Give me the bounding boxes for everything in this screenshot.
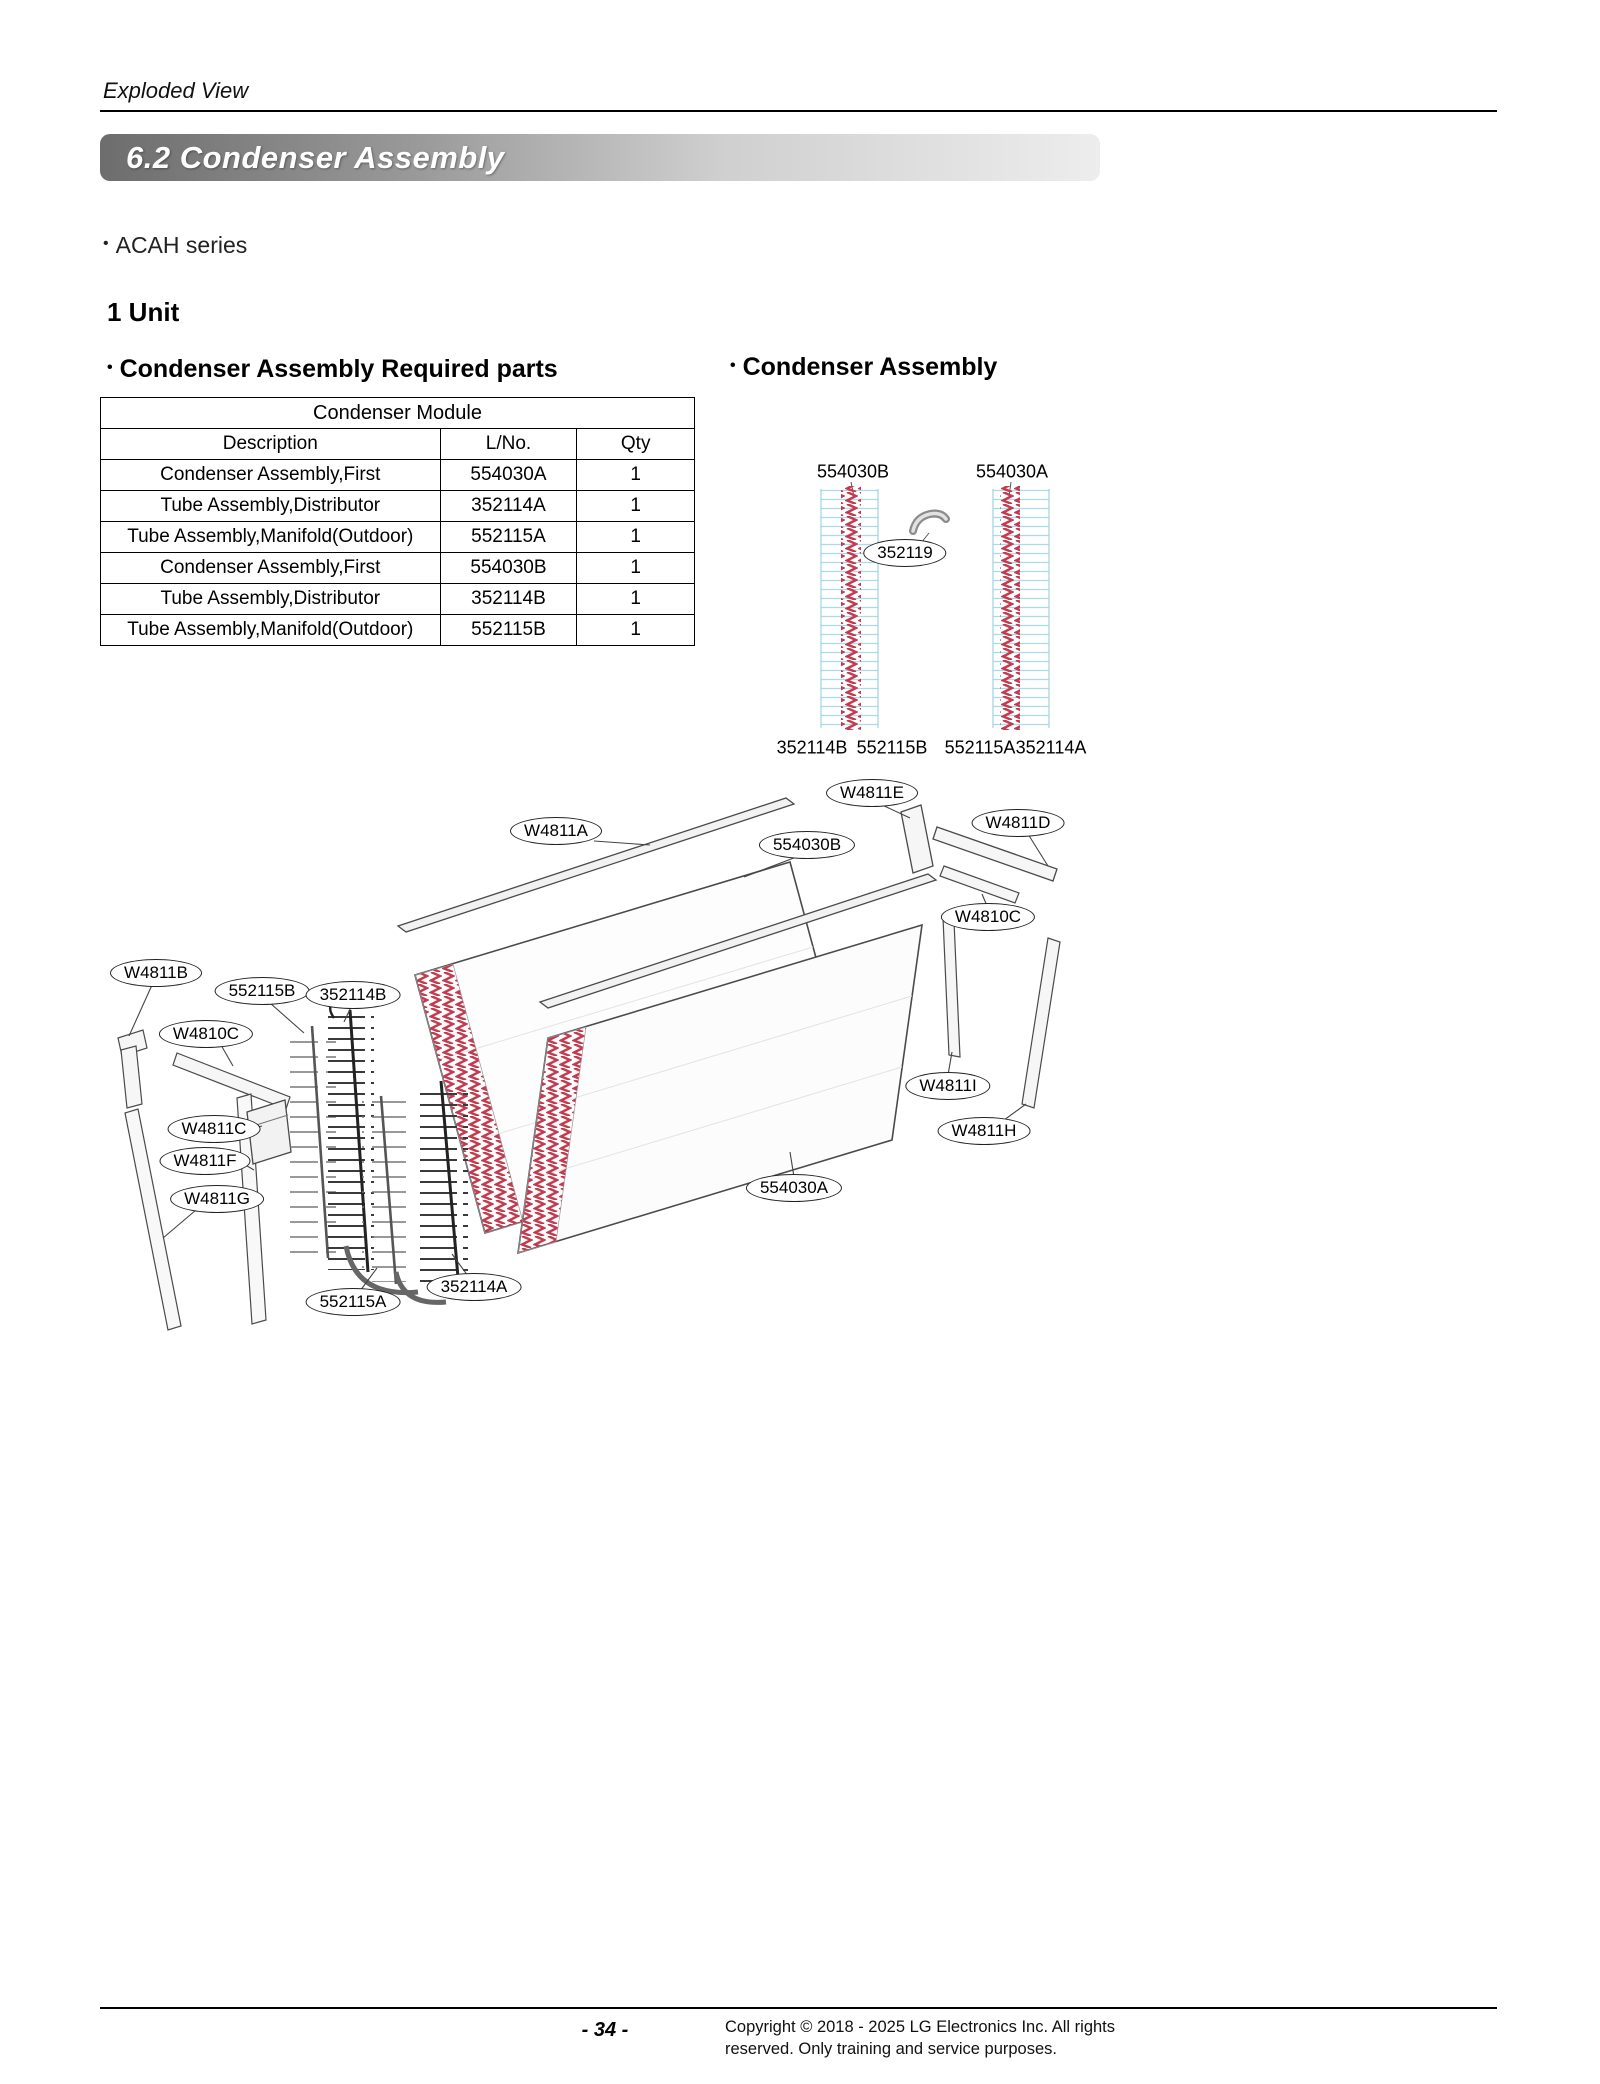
module-label-554030b: 554030B	[816, 461, 890, 482]
callout-554030a: 554030A	[746, 1174, 842, 1202]
cell-qty: 1	[577, 522, 695, 553]
col-header-qty: Qty	[577, 429, 695, 460]
callout-w4811e: W4811E	[826, 779, 918, 807]
callout-w4811f: W4811F	[160, 1147, 251, 1175]
table-row	[101, 460, 695, 491]
callout-w4811a: W4811A	[510, 817, 602, 845]
cell-description: Tube Assembly,Distributor	[101, 491, 441, 522]
callout-w4811d: W4811D	[972, 809, 1065, 837]
callout-w4810c-left: W4810C	[159, 1020, 253, 1048]
cell-description: Tube Assembly,Distributor	[101, 584, 441, 615]
cell-qty: 1	[577, 460, 695, 491]
table-row	[101, 522, 695, 553]
series-label: ACAH series	[115, 232, 248, 258]
cell-qty: 1	[577, 553, 695, 584]
callout-552115a: 552115A	[306, 1288, 401, 1316]
manifold-552115a	[362, 1096, 406, 1284]
cell-description: Condenser Assembly,First	[101, 553, 441, 584]
module-label-554030a: 554030A	[975, 461, 1049, 482]
table-row	[101, 491, 695, 522]
bracket-w4811e	[901, 805, 933, 873]
section-title: 6.2 Condenser Assembly	[126, 139, 505, 175]
running-header: Exploded View	[103, 78, 249, 103]
callout-w4811b: W4811B	[110, 959, 202, 987]
cell-lno: 352114A	[440, 491, 577, 522]
module-label-352114a: 352114A	[1015, 737, 1087, 758]
bullet-icon: •	[107, 359, 113, 376]
callout-552115b: 552115B	[215, 977, 310, 1005]
callout-554030b: 554030B	[759, 831, 855, 859]
cell-description: Condenser Assembly,First	[101, 460, 441, 491]
page-number: - 34 -	[581, 2019, 629, 2041]
cell-lno: 554030B	[440, 553, 577, 584]
cell-lno: 552115A	[440, 522, 577, 553]
col-header-description: Description	[101, 429, 441, 460]
bullet-icon: •	[730, 357, 736, 374]
cell-lno: 554030A	[440, 460, 577, 491]
callout-352114b: 352114B	[306, 981, 401, 1009]
cell-lno: 552115B	[440, 615, 577, 646]
table-row	[101, 584, 695, 615]
bracket-w4810c-left	[173, 1053, 290, 1109]
distributor-352114a	[420, 1081, 468, 1289]
copyright-line-2: reserved. Only training and service purposes.	[725, 2040, 1057, 2059]
col-header-lno: L/No.	[440, 429, 577, 460]
elbow-pipe-352119	[913, 514, 946, 531]
callout-352114a: 352114A	[427, 1273, 522, 1301]
table-title: Condenser Module	[101, 398, 695, 429]
required-parts-heading-label: Condenser Assembly Required parts	[119, 355, 558, 383]
condenser-coil-left	[821, 486, 878, 730]
callout-w4810c-right: W4810C	[941, 903, 1035, 931]
bracket-w4811b	[118, 1030, 147, 1108]
module-label-552115b: 552115B	[856, 737, 928, 758]
condenser-assembly-heading-label: Condenser Assembly	[742, 353, 998, 381]
module-label-352114b: 352114B	[776, 737, 848, 758]
callout-w4811i: W4811I	[905, 1072, 990, 1100]
condenser-module-diagram	[821, 482, 1049, 730]
callout-w4811g: W4811G	[170, 1185, 264, 1213]
table-row	[101, 615, 695, 646]
table-header-row	[101, 429, 695, 460]
parts-table	[100, 397, 695, 646]
callout-w4811h: W4811H	[938, 1117, 1031, 1145]
callout-352119: 352119	[863, 539, 946, 567]
post-w4811h	[1022, 938, 1060, 1108]
cell-description: Tube Assembly,Manifold(Outdoor)	[101, 522, 441, 553]
table-row	[101, 553, 695, 584]
unit-heading: 1 Unit	[107, 297, 180, 327]
cell-description: Tube Assembly,Manifold(Outdoor)	[101, 615, 441, 646]
copyright-line-1: Copyright © 2018 - 2025 LG Electronics Inc. All rights	[725, 2018, 1116, 2036]
bullet-icon: •	[103, 235, 109, 252]
table-title-row	[101, 398, 695, 429]
bracket-w4810c-right	[940, 866, 1019, 903]
bar-w4811g	[125, 1109, 181, 1330]
cell-qty: 1	[577, 584, 695, 615]
exploded-assembly	[118, 798, 1060, 1330]
condenser-coil-right	[993, 486, 1049, 730]
cell-qty: 1	[577, 491, 695, 522]
module-label-552115a: 552115A	[944, 737, 1016, 758]
callout-w4811c: W4811C	[168, 1115, 261, 1143]
post-w4811i	[943, 918, 960, 1057]
cell-lno: 352114B	[440, 584, 577, 615]
cell-qty: 1	[577, 615, 695, 646]
